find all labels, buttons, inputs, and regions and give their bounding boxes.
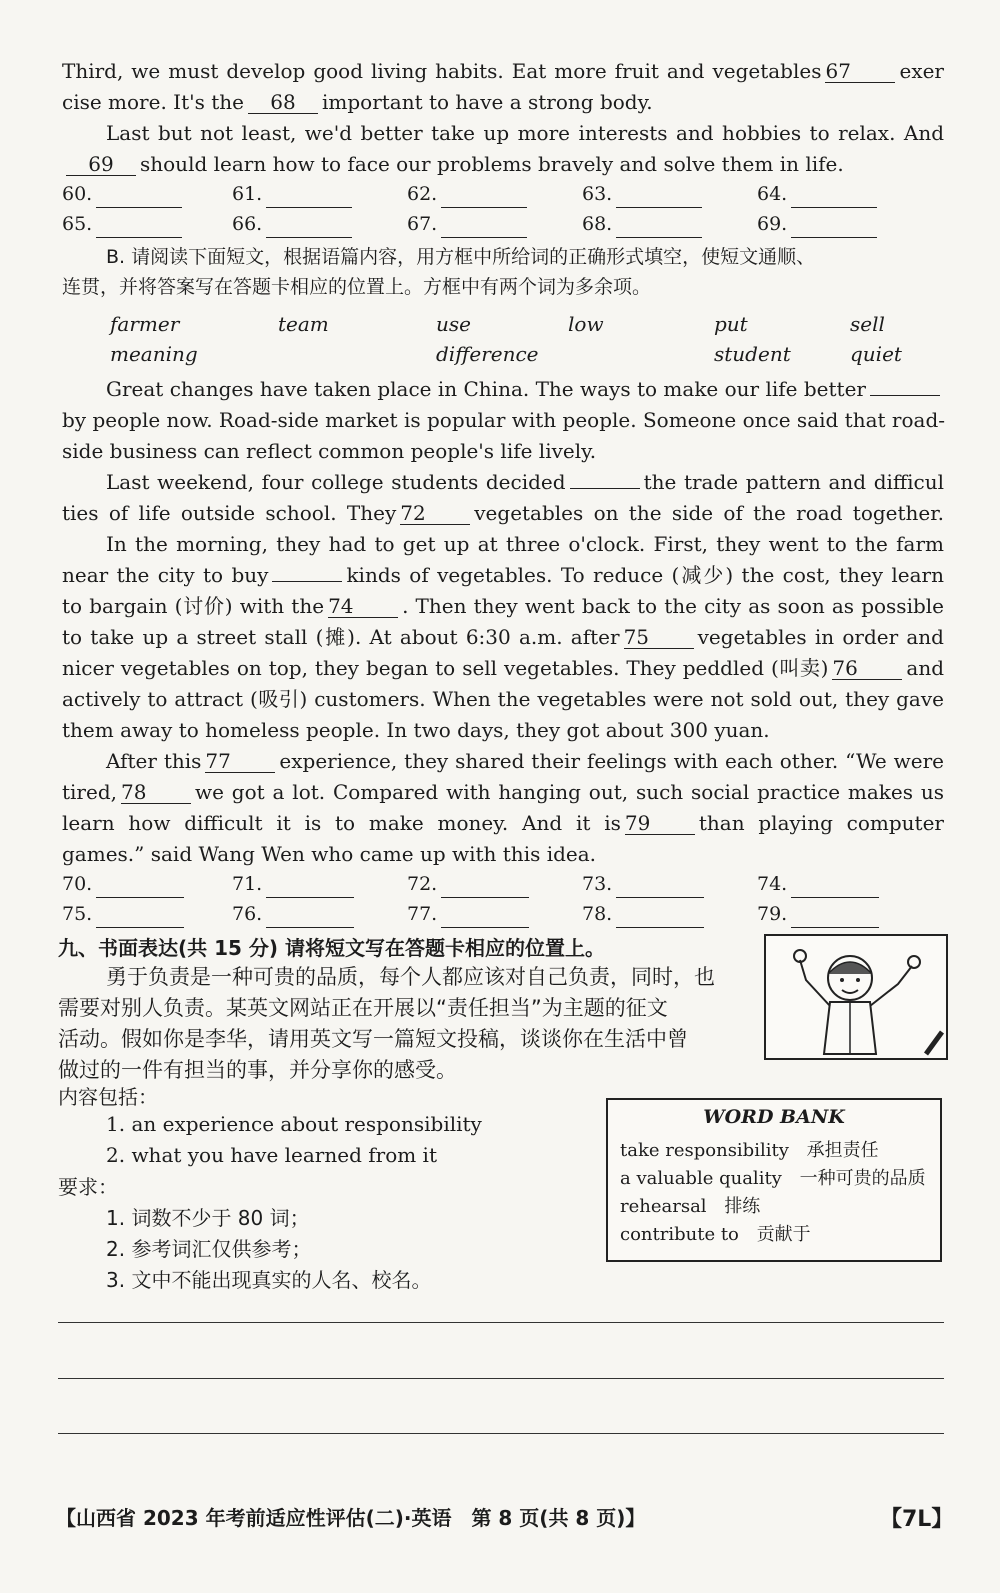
blank-78: 78 [121,781,191,804]
blank-73 [272,581,342,582]
bank-word: put [714,312,748,336]
answer-slot: 68. [582,210,702,238]
answer-slot: 63. [582,180,702,208]
passage-line: In the morning, they had to get up at three o'clock. First, they went to the farm [106,532,944,556]
answer-slot: 64. [757,180,877,208]
text-line: 69 should learn how to face our problems bravely and solve them in life. [62,149,944,179]
word-bank-box [606,1098,942,1262]
passage-line: ties of life outside school. They 72 vegetables on the side of the road together. [62,501,944,525]
requirement-item: 3. 文中不能出现真实的人名、校名。 [106,1268,432,1292]
writing-line[interactable] [58,1433,944,1434]
answer-slot: 76. [232,900,354,928]
passage-line: by people now. Road-side market is popular with people. Someone once said that road- [62,408,945,432]
bank-word: student [714,342,791,366]
passage-line: side business can reflect common people's life lively. [62,439,597,463]
answer-slot: 70. [62,870,184,898]
passage-line: near the city to buy kinds of vegetables. To reduce (减少) the cost, they learn [62,563,944,587]
exam-code: 【7L】 [880,1507,954,1532]
section-title: 九、书面表达(共 15 分) 请将短文写在答题卡相应的位置上。 [58,936,606,960]
answer-slot: 77. [407,900,529,928]
answer-slot: 66. [232,210,352,238]
requirement-label: 要求： [58,1175,118,1199]
cheering-student-icon [766,936,946,1058]
passage-line: them away to homeless people. In two days, they got about 300 yuan. [62,718,770,742]
bank-word: quiet [850,342,902,366]
blank-70 [870,395,940,396]
bank-word: use [436,312,471,336]
word-bank-title: WORD BANK [703,1106,845,1128]
requirement-item: 2. 参考词汇仅供参考； [106,1237,312,1261]
answer-slot: 69. [757,210,877,238]
requirement-item: 1. 词数不少于 80 词； [106,1206,310,1230]
bank-word: meaning [110,342,198,366]
passage-line: Great changes have taken place in China. The ways to make our life better [106,374,944,404]
answer-slot: 60. [62,180,182,208]
instruction-line: B. 请阅读下面短文，根据语篇内容，用方框中所给词的正确形式填空，使短文通顺、 [106,246,816,268]
blank-67: 67 [825,60,895,83]
blank-68: 68 [248,91,318,114]
answer-slot: 73. [582,870,704,898]
blank-72: 72 [400,502,470,525]
answer-slot: 74. [757,870,879,898]
bank-word: sell [850,312,885,336]
blank-69: 69 [66,153,136,176]
passage-line: After this 77 experience, they shared their feelings with each other. “We were [106,749,944,773]
prompt-line: 做过的一件有担当的事，并分享你的感受。 [58,1058,457,1082]
cartoon-illustration [764,934,948,1060]
answer-slot: 61. [232,180,352,208]
answer-slot: 78. [582,900,704,928]
word-bank-item: rehearsal 排练 [620,1196,761,1217]
bank-word: team [278,312,329,336]
answer-slot: 65. [62,210,182,238]
bank-word: farmer [110,312,180,336]
content-item: 1. an experience about responsibility [106,1112,482,1136]
answer-slot: 72. [407,870,529,898]
text-line: Third, we must develop good living habits. Eat more fruit and vegetables 67 exer [62,59,944,83]
passage-line: games.” said Wang Wen who came up with this idea. [62,842,597,866]
page-footer: 【山西省 2023 年考前适应性评估(二)·英语 第 8 页(共 8 页)】 [56,1506,646,1530]
instruction-line: 连贯，并将答案写在答题卡相应的位置上。方框中有两个词为多余项。 [62,276,652,298]
blank-75: 75 [624,626,694,649]
passage-line: tired, 78 we got a lot. Compared with hanging out, such social practice makes us [62,780,944,804]
blank-71 [570,488,640,489]
passage-line: to bargain (讨价) with the 74 . Then they went back to the city as soon as possible [62,594,945,618]
passage-line: nicer vegetables on top, they began to sell vegetables. They peddled (叫卖) 76 and [62,656,944,680]
passage-line: to take up a street stall (摊). At about 6:30 a.m. after 75 vegetables in order and [62,625,944,649]
text-line: Last but not least, we'd better take up more interests and hobbies to relax. And [106,121,944,145]
passage-line: learn how difficult it is to make money. And it is 79 than playing computer [62,811,944,835]
prompt-line: 活动。假如你是李华，请用英文写一篇短文投稿，谈谈你在生活中曾 [58,1027,688,1051]
prompt-line: 需要对别人负责。某英文网站正在开展以“责任担当”为主题的征文 [58,996,668,1020]
word-bank-item: contribute to 贡献于 [620,1224,811,1245]
word-bank-item: take responsibility 承担责任 [620,1140,879,1161]
answer-slot: 62. [407,180,527,208]
content-item: 2. what you have learned from it [106,1143,437,1167]
answer-slot: 67. [407,210,527,238]
blank-76: 76 [832,657,902,680]
word-bank-item: a valuable quality 一种可贵的品质 [620,1168,926,1189]
content-label: 内容包括： [58,1085,158,1109]
passage-line: Last weekend, four college students decided the trade pattern and difficul [106,470,944,494]
writing-line[interactable] [58,1322,944,1323]
blank-77: 77 [205,750,275,773]
answer-slot: 71. [232,870,354,898]
text-line: cise more. It's the 68 important to have a strong body. [62,90,653,114]
bank-word: low [568,312,604,336]
answer-slot: 75. [62,900,184,928]
blank-74: 74 [328,595,398,618]
prompt-line: 勇于负责是一种可贵的品质，每个人都应该对自己负责，同时，也 [106,965,715,989]
writing-line[interactable] [58,1378,944,1379]
answer-slot: 79. [757,900,879,928]
passage-line: actively to attract (吸引) customers. When the vegetables were not sold out, they gave [62,687,944,711]
bank-word: difference [436,342,539,366]
blank-79: 79 [625,812,695,835]
